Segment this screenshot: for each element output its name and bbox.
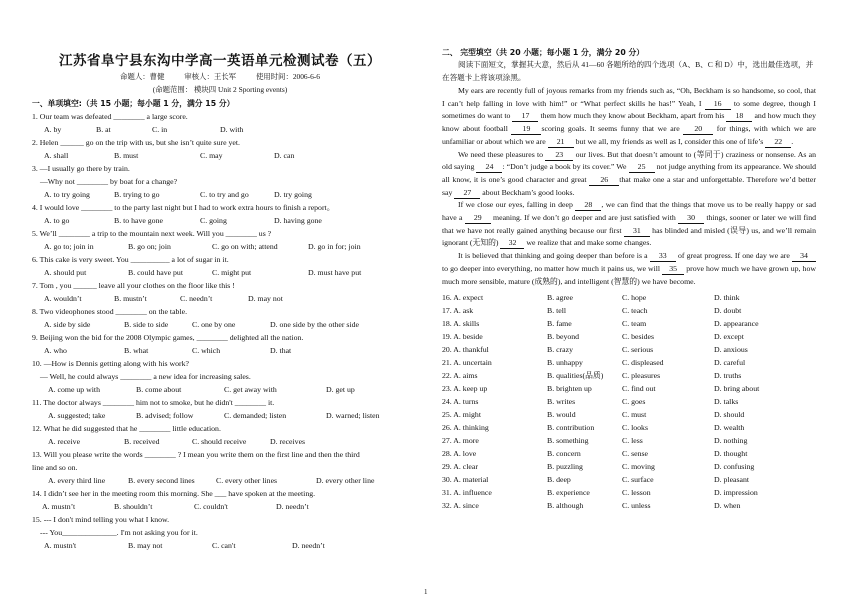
passage-paragraph-4: It is believed that thinking and going deeper than before is a 33 of great progress. If one day we are 34 to go deeper into everything, no matter how much it pains us, we will 35 prove how much we have grown up, how much more sensible, mature (成熟的), and intelligent (智慧的) we have become. [442, 251, 816, 286]
cloze-option[interactable]: B. brighten up [547, 384, 592, 394]
cloze-option[interactable]: D. when [714, 501, 741, 511]
answer-option[interactable]: C. one by one [192, 320, 236, 329]
answer-option[interactable]: B. side to side [124, 320, 169, 329]
answer-option[interactable]: D. try going [274, 190, 312, 199]
question-stem: line and so on. [32, 463, 78, 472]
answer-option[interactable]: D. get up [326, 385, 355, 394]
cloze-option[interactable]: C. looks [622, 423, 648, 433]
answer-options [32, 500, 408, 513]
section2-heading: 二、 完型填空（共 20 小题；每小题 1 分，满分 20 分） [442, 48, 645, 57]
cloze-option[interactable]: 30. A. material [442, 475, 489, 485]
answer-option[interactable]: D. needn’t [292, 541, 325, 550]
answer-option[interactable]: D. must have put [308, 268, 362, 277]
question-stem: 8. Two videophones stood ________ on the table. [32, 307, 188, 316]
question-stem: — Well, he could always ________ a new idea for increasing sales. [40, 372, 251, 381]
blank-33[interactable]: 33 [650, 250, 676, 262]
blank-27[interactable]: 27 [454, 187, 480, 199]
cloze-option[interactable]: 32. A. since [442, 501, 479, 511]
cloze-option-row [442, 486, 816, 499]
section1-questions [32, 110, 408, 552]
answer-option[interactable]: B. could have put [128, 268, 184, 277]
answer-option[interactable]: A. shall [44, 151, 69, 160]
question-stem: 2. Helen ______ go on the trip with us, but she isn’t quite sure yet. [32, 138, 240, 147]
answer-option[interactable]: B. advised; follow [136, 411, 194, 420]
question-stem: 12. What he did suggested that he ________ little education. [32, 424, 221, 433]
blank-20[interactable]: 20 [683, 123, 713, 135]
answer-option[interactable]: B. to have gone [114, 216, 163, 225]
cloze-options [442, 291, 816, 512]
answer-option[interactable]: C. going [200, 216, 227, 225]
cloze-option[interactable]: 24. A. turns [442, 397, 479, 407]
cloze-option[interactable]: B. beyond [547, 332, 580, 342]
answer-option[interactable]: A. come up with [48, 385, 100, 394]
cloze-option[interactable]: B. qualities(品质) [547, 371, 604, 381]
cloze-option[interactable]: C. hope [622, 293, 647, 303]
question-stem: 13. Will you please write the words ________ ? I mean you write them on the first line and then the third [32, 450, 360, 459]
answer-option[interactable]: B. come about [136, 385, 182, 394]
cloze-option-row [442, 460, 816, 473]
cloze-option[interactable]: B. unhappy [547, 358, 583, 368]
blank-23[interactable]: 23 [545, 149, 573, 161]
question-stem: 3. —I usually go there by train. [32, 164, 130, 173]
answer-option[interactable]: D. go in for; join [308, 242, 361, 251]
answer-option[interactable]: D. needn’t [276, 502, 309, 511]
answer-options [32, 539, 408, 552]
answer-options [32, 292, 408, 305]
blank-26[interactable]: 26 [589, 174, 619, 186]
question-stem: 1. Our team was defeated ________ a large score. [32, 112, 188, 121]
cloze-option[interactable]: C. serious [622, 345, 654, 355]
cloze-option[interactable]: D. appearance [714, 319, 759, 329]
answer-options [32, 188, 408, 201]
answer-options [32, 409, 408, 422]
answer-option[interactable]: C. in [152, 125, 168, 134]
answer-option[interactable]: A. wouldn’t [44, 294, 82, 303]
cloze-option[interactable]: C. besides [622, 332, 655, 342]
answer-options [32, 240, 408, 253]
answer-option[interactable]: D. that [270, 346, 292, 355]
blank-29[interactable]: 29 [465, 212, 491, 224]
blank-19[interactable]: 19 [511, 123, 541, 135]
answer-options [32, 435, 408, 448]
blank-35[interactable]: 35 [662, 263, 684, 275]
answer-option[interactable]: B. shouldn’t [114, 502, 153, 511]
answer-option[interactable]: D. receives [270, 437, 306, 446]
cloze-option[interactable]: 17. A. ask [442, 306, 474, 316]
cloze-option[interactable]: C. pleasures [622, 371, 661, 381]
cloze-option[interactable]: C. displeased [622, 358, 664, 368]
cloze-option[interactable]: 19. A. beside [442, 332, 483, 342]
blank-34[interactable]: 34 [792, 250, 816, 262]
answer-option[interactable]: C. to try and go [200, 190, 249, 199]
question-stem: 14. I didn’t see her in the meeting room this morning. She ___ have spoken at the meeting. [32, 489, 316, 498]
answer-option[interactable]: B. trying to go [114, 190, 160, 199]
cloze-option[interactable]: D. thought [714, 449, 748, 459]
answer-option[interactable]: A. to go [44, 216, 70, 225]
cloze-option-row [442, 434, 816, 447]
blank-32[interactable]: 32 [500, 237, 524, 249]
cloze-option[interactable]: 26. A. thinking [442, 423, 489, 433]
answer-option[interactable]: D. one side by the other side [270, 320, 359, 329]
cloze-option[interactable]: C. lesson [622, 488, 651, 498]
cloze-option-row [442, 356, 816, 369]
cloze-option[interactable]: D. wealth [714, 423, 745, 433]
cloze-option[interactable]: 31. A. influence [442, 488, 492, 498]
cloze-option-row [442, 499, 816, 512]
cloze-option[interactable]: D. pleasant [714, 475, 750, 485]
question-stem: --- You______________. I'm not asking you for it. [40, 528, 198, 537]
cloze-option[interactable]: D. talks [714, 397, 739, 407]
cloze-option[interactable]: 25. A. might [442, 410, 481, 420]
cloze-option-row [442, 330, 816, 343]
answer-options [32, 149, 408, 162]
blank-18[interactable]: 18 [726, 110, 752, 122]
cloze-option[interactable]: 20. A. thankful [442, 345, 489, 355]
section2-instructions: 阅读下面短文，掌握其大意，然后从 41—60 各题所给的四个选项（A、B、C 和 D）中，选出最佳选项，并在答题卡上将该项涂黑。 [442, 60, 814, 82]
question-stem: —Why not ________ by boat for a change? [40, 177, 178, 186]
question-stem: 7. Tom , you ______ leave all your clothes on the floor like this ! [32, 281, 235, 290]
cloze-option[interactable]: 21. A. uncertain [442, 358, 492, 368]
cloze-option[interactable]: 27. A. more [442, 436, 479, 446]
answer-options [32, 123, 408, 136]
answer-option[interactable]: A. receive [48, 437, 81, 446]
cloze-option[interactable]: D. confusing [714, 462, 755, 472]
cloze-option[interactable]: 22. A. aims [442, 371, 478, 381]
cloze-option[interactable]: C. sense [622, 449, 648, 459]
cloze-option[interactable]: C. find out [622, 384, 656, 394]
answer-option[interactable]: B. mustn’t [114, 294, 147, 303]
answer-option[interactable]: C. may [200, 151, 223, 160]
question-stem: 9. Beijing won the bid for the 2008 Olympic games, ________ delighted all the nation. [32, 333, 304, 342]
usage-date: 使用时间：2006-6-6 [255, 72, 320, 81]
answer-option[interactable]: A. suggested; take [48, 411, 106, 420]
cloze-option-row [442, 421, 816, 434]
answer-options [32, 318, 408, 331]
cloze-option-row [442, 317, 816, 330]
blank-30[interactable]: 30 [678, 212, 704, 224]
author: 命题人：曹健 [120, 72, 165, 81]
cloze-option[interactable]: D. nothing [714, 436, 748, 446]
cloze-option[interactable]: B. agree [547, 293, 573, 303]
blank-22[interactable]: 22 [765, 136, 791, 148]
answer-option[interactable]: C. might put [212, 268, 252, 277]
answer-options [32, 383, 408, 396]
cloze-option[interactable]: B. although [547, 501, 584, 511]
answer-option[interactable]: A. mustn’t [42, 502, 76, 511]
answer-option[interactable]: C. go on with; attend [212, 242, 278, 251]
question-stem: 4. I would love ________ to the party last night but I had to work extra hours to finish a report。 [32, 203, 335, 212]
cloze-option[interactable]: B. fame [547, 319, 572, 329]
answer-option[interactable]: B. received [124, 437, 160, 446]
cloze-option[interactable]: B. puzzling [547, 462, 583, 472]
cloze-option[interactable]: D. anxious [714, 345, 748, 355]
blank-31[interactable]: 31 [624, 225, 650, 237]
question-stem: 11. The doctor always ________ him not to smoke, but he didn't ________ it. [32, 398, 275, 407]
cloze-option[interactable]: 16. A. expect [442, 293, 484, 303]
blank-25[interactable]: 25 [629, 161, 655, 173]
cloze-option-row [442, 395, 816, 408]
answer-options [32, 214, 408, 227]
passage-paragraph-2: We need these pleasures to 23 our lives. But that doesn’t amount to (等同于) craziness or nonsense. As an old saying 24 : “Don’t judge a book by its cover.” We 25 not judge anything from its appearance. We should all know, it is one’s good character and great 26 that make one a star and unforgettable. Therefore we’d better say 27 about Beckham’s good looks. [442, 149, 817, 197]
cloze-option[interactable]: D. except [714, 332, 744, 342]
cloze-option[interactable]: C. must [622, 410, 647, 420]
answer-options [32, 474, 408, 487]
cloze-option[interactable]: C. teach [622, 306, 648, 316]
cloze-option-row [442, 369, 816, 382]
answer-option[interactable]: C. needn’t [180, 294, 213, 303]
cloze-option[interactable]: B. experience [547, 488, 590, 498]
answer-option[interactable]: A. side by side [44, 320, 91, 329]
reviewer: 审核人：王长军 [184, 72, 237, 81]
answer-option[interactable]: C. demanded; listen [224, 411, 287, 420]
cloze-option[interactable]: B. something [547, 436, 589, 446]
page-title: 江苏省阜宁县东沟中学高一英语单元检测试卷（五） [59, 53, 381, 69]
answer-option[interactable]: D. with [220, 125, 244, 134]
cloze-option[interactable]: B. concern [547, 449, 581, 459]
answer-option[interactable]: C. every other lines [216, 476, 278, 485]
answer-option[interactable]: A. should put [44, 268, 87, 277]
answer-option[interactable]: D. every other line [316, 476, 375, 485]
question-stem: 15. --- I don't mind telling you what I know. [32, 515, 170, 524]
blank-17[interactable]: 17 [512, 110, 538, 122]
cloze-option-row [442, 304, 816, 317]
answer-option[interactable]: B. go on; join [128, 242, 171, 251]
cloze-option[interactable]: 23. A. keep up [442, 384, 488, 394]
cloze-option[interactable]: C. surface [622, 475, 654, 485]
answer-option[interactable]: D. warned; listen [326, 411, 380, 420]
section2-column [442, 46, 816, 512]
cloze-option[interactable]: D. careful [714, 358, 746, 368]
answer-option[interactable]: C. can't [212, 541, 236, 550]
cloze-option[interactable]: D. think [714, 293, 740, 303]
section1-heading: 一、单项填空:（共 15 小题；每小题 1 分，满分 15 分） [32, 99, 235, 108]
question-stem: 10. —How is Dennis getting along with his work? [32, 359, 190, 368]
answer-option[interactable]: A. by [44, 125, 62, 134]
answer-option[interactable]: A. mustn't [44, 541, 77, 550]
cloze-option[interactable]: B. writes [547, 397, 576, 407]
cloze-option-row [442, 447, 816, 460]
answer-option[interactable]: B. must [114, 151, 139, 160]
passage-paragraph-3: If we close our eyes, falling in deep 28 , we can find that the things that move us to be really happy or sad have a 29 meaning. If we don’t go deeper and are just satisfied with 30 things, sooner or later we will find that we have not really gained anything because our first 31 has blinded and misled (误导) us, and we’ll remain ignorant (无知的) 32 we realize that and make some changes. [442, 200, 817, 248]
answer-option[interactable]: B. at [96, 125, 111, 134]
cloze-option[interactable]: D. should [714, 410, 745, 420]
cloze-option[interactable]: D. bring about [714, 384, 760, 394]
answer-option[interactable]: A. to try going [44, 190, 90, 199]
answer-option[interactable]: D. can [274, 151, 295, 160]
answer-option[interactable]: D. having gone [274, 216, 322, 225]
cloze-option[interactable]: C. team [622, 319, 647, 329]
exam-meta [32, 71, 408, 83]
question-stem: 6. This cake is very sweet. You __________ a lot of sugar in it. [32, 255, 229, 264]
cloze-option[interactable]: 18. A. skills [442, 319, 480, 329]
cloze-option-row [442, 343, 816, 356]
question-stem: 5. We’ll ________ a trip to the mountain next week. Will you ________ us ? [32, 229, 272, 238]
answer-option[interactable]: C. couldn't [194, 502, 228, 511]
passage-paragraph-1: My ears are recently full of joyous remarks from my friends such as, “Oh, Beckham is so handsome, so cool, that I can’t help falling in love with him!” or “What perfect skills he has!” Yeah, I 16 to some degree, though I sometimes do want to 17 them how much they know about Beckham, apart from his 18 and how much they know about football 19 scoring goals. It seems funny that we are 20 for things, with which we are unfamiliar or about which we are 21 but we all, my friends as well as I, consider this one of life’s 22 . [442, 86, 816, 146]
answer-option[interactable]: C. get away with [224, 385, 277, 394]
cloze-option[interactable]: B. contribution [547, 423, 595, 433]
cloze-option[interactable]: D. truths [714, 371, 742, 381]
cloze-option[interactable]: B. would [547, 410, 576, 420]
page-number: 1 [424, 588, 428, 596]
answer-option[interactable]: A. who [44, 346, 67, 355]
answer-option[interactable]: C. should receive [192, 437, 247, 446]
cloze-option[interactable]: B. deep [547, 475, 571, 485]
cloze-option[interactable]: C. less [622, 436, 643, 446]
cloze-option[interactable]: 29. A. clear [442, 462, 478, 472]
cloze-option-row [442, 408, 816, 421]
blank-16[interactable]: 16 [705, 98, 731, 110]
answer-options [32, 266, 408, 279]
cloze-option[interactable]: D. doubt [714, 306, 742, 316]
cloze-option[interactable]: B. crazy [547, 345, 573, 355]
cloze-option[interactable]: C. moving [622, 462, 655, 472]
answer-option[interactable]: B. every second lines [128, 476, 195, 485]
cloze-option-row [442, 473, 816, 486]
answer-options [32, 344, 408, 357]
exam-scope: (命题范围： 模块四 Unit 2 Sporting events) [152, 85, 288, 94]
blank-21[interactable]: 21 [548, 136, 574, 148]
cloze-option[interactable]: D. impression [714, 488, 758, 498]
blank-28[interactable]: 28 [575, 199, 601, 211]
answer-option[interactable]: B. may not [128, 541, 163, 550]
blank-24[interactable]: 24 [476, 161, 502, 173]
answer-option[interactable]: A. go to; join in [44, 242, 94, 251]
cloze-option-row [442, 291, 816, 304]
answer-option[interactable]: C. which [192, 346, 221, 355]
cloze-option[interactable]: 28. A. love [442, 449, 477, 459]
answer-option[interactable]: B. what [124, 346, 149, 355]
cloze-option[interactable]: B. tell [547, 306, 567, 316]
cloze-option-row [442, 382, 816, 395]
cloze-option[interactable]: C. unless [622, 501, 651, 511]
answer-option[interactable]: D. may not [248, 294, 283, 303]
answer-option[interactable]: A. every third line [48, 476, 106, 485]
section1-column [32, 97, 408, 552]
cloze-option[interactable]: C. goes [622, 397, 646, 407]
